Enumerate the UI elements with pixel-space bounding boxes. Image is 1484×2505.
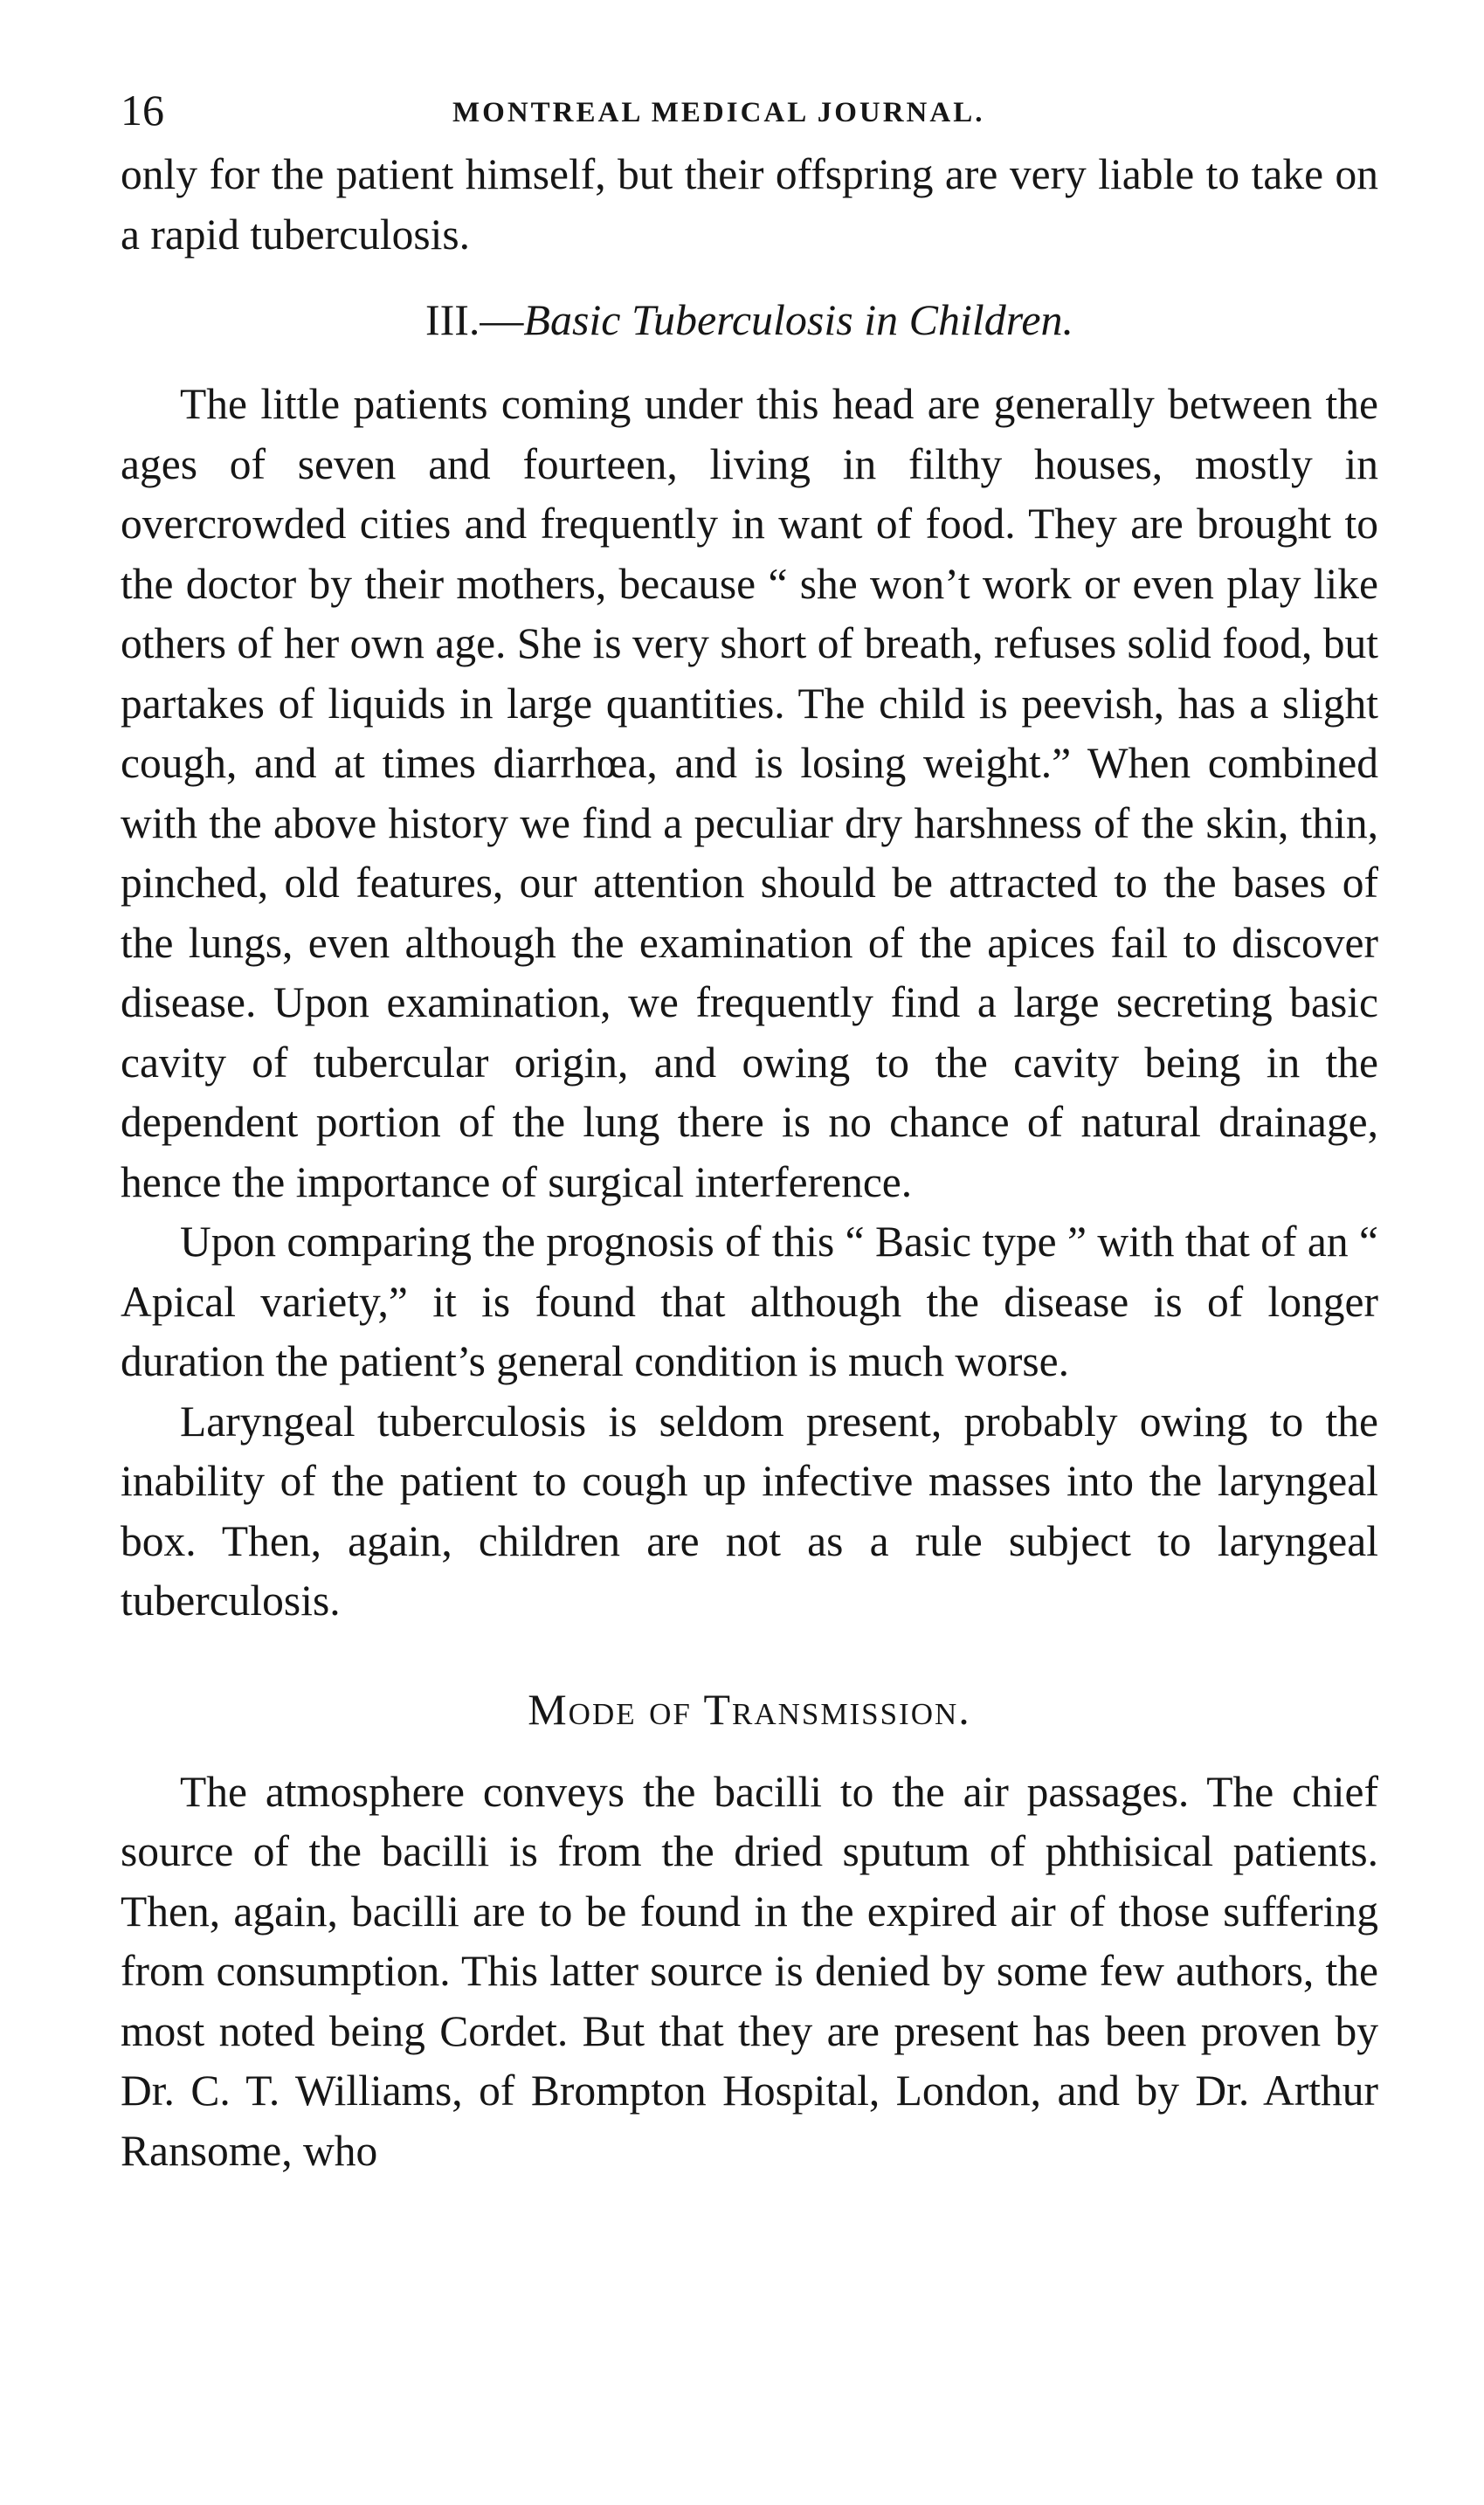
subheading-transmission: Mode of Transmission. [528,1684,971,1734]
paragraph-prognosis: Upon comparing the prognosis of this “ Basic type ” with that of an “ Apical variety,” it is found that although the disease is of longer duration the patient’s general condition is much worse. [121,1218,1378,1385]
section-heading [121,289,1378,350]
page-number: 16 [121,86,164,135]
section-numeral: III.— [424,295,524,344]
journal-title: MONTREAL MEDICAL JOURNAL. [452,97,985,128]
running-head [121,84,1378,145]
journal-page [121,84,1378,2181]
paragraph-continuation: only for the patient himself, but their offspring are very liable to take on a rapid tuberculosis. [121,150,1378,259]
paragraph-laryngeal: Laryngeal tuberculosis is seldom present, probably owing to the inability of the patient to cough up infective masses into the laryngeal box. Then, again, children are not as a rule subject to laryngeal tuberculosis. [121,1397,1378,1625]
section-title: Basic Tuberculosis in Children. [523,295,1074,344]
paragraph-transmission: The atmosphere conveys the bacilli to the air passages. The chief source of the bacilli is from the dried sputum of phthisical patients. Then, again, bacilli are to be found in the expired air of those suffering from consumption. This latter source is denied by some few authors, the most noted being Cordet. But that they are present has been proven by Dr. C. T. Williams, of Brompton Hospital, London, and by Dr. Arthur Ransome, who [121,1767,1378,2175]
paragraph-basic-tuberculosis: The little patients coming under this head are generally between the ages of seven and fourteen, living in filthy houses, mostly in overcrowded cities and frequently in want of food. They are brought to the doctor by their mothers, because “ she won’t work or even play like others of her own age. She is very short of breath, refuses solid food, but partakes of liquids in large quantities. The child is peevish, has a slight cough, and at times diarrhœa, and is losing weight.” When combined with the above history we find a peculiar dry harshness of the skin, thin, pinched, old features, our attention should be attracted to the bases of the lungs, even although the examination of the apices fail to discover disease. Upon examination, we frequently find a large secreting basic cavity of tubercular origin, and owing to the cavity being in the dependent portion of the lung there is no chance of natural drainage, hence the importance of surgical interference. [121,380,1378,1206]
